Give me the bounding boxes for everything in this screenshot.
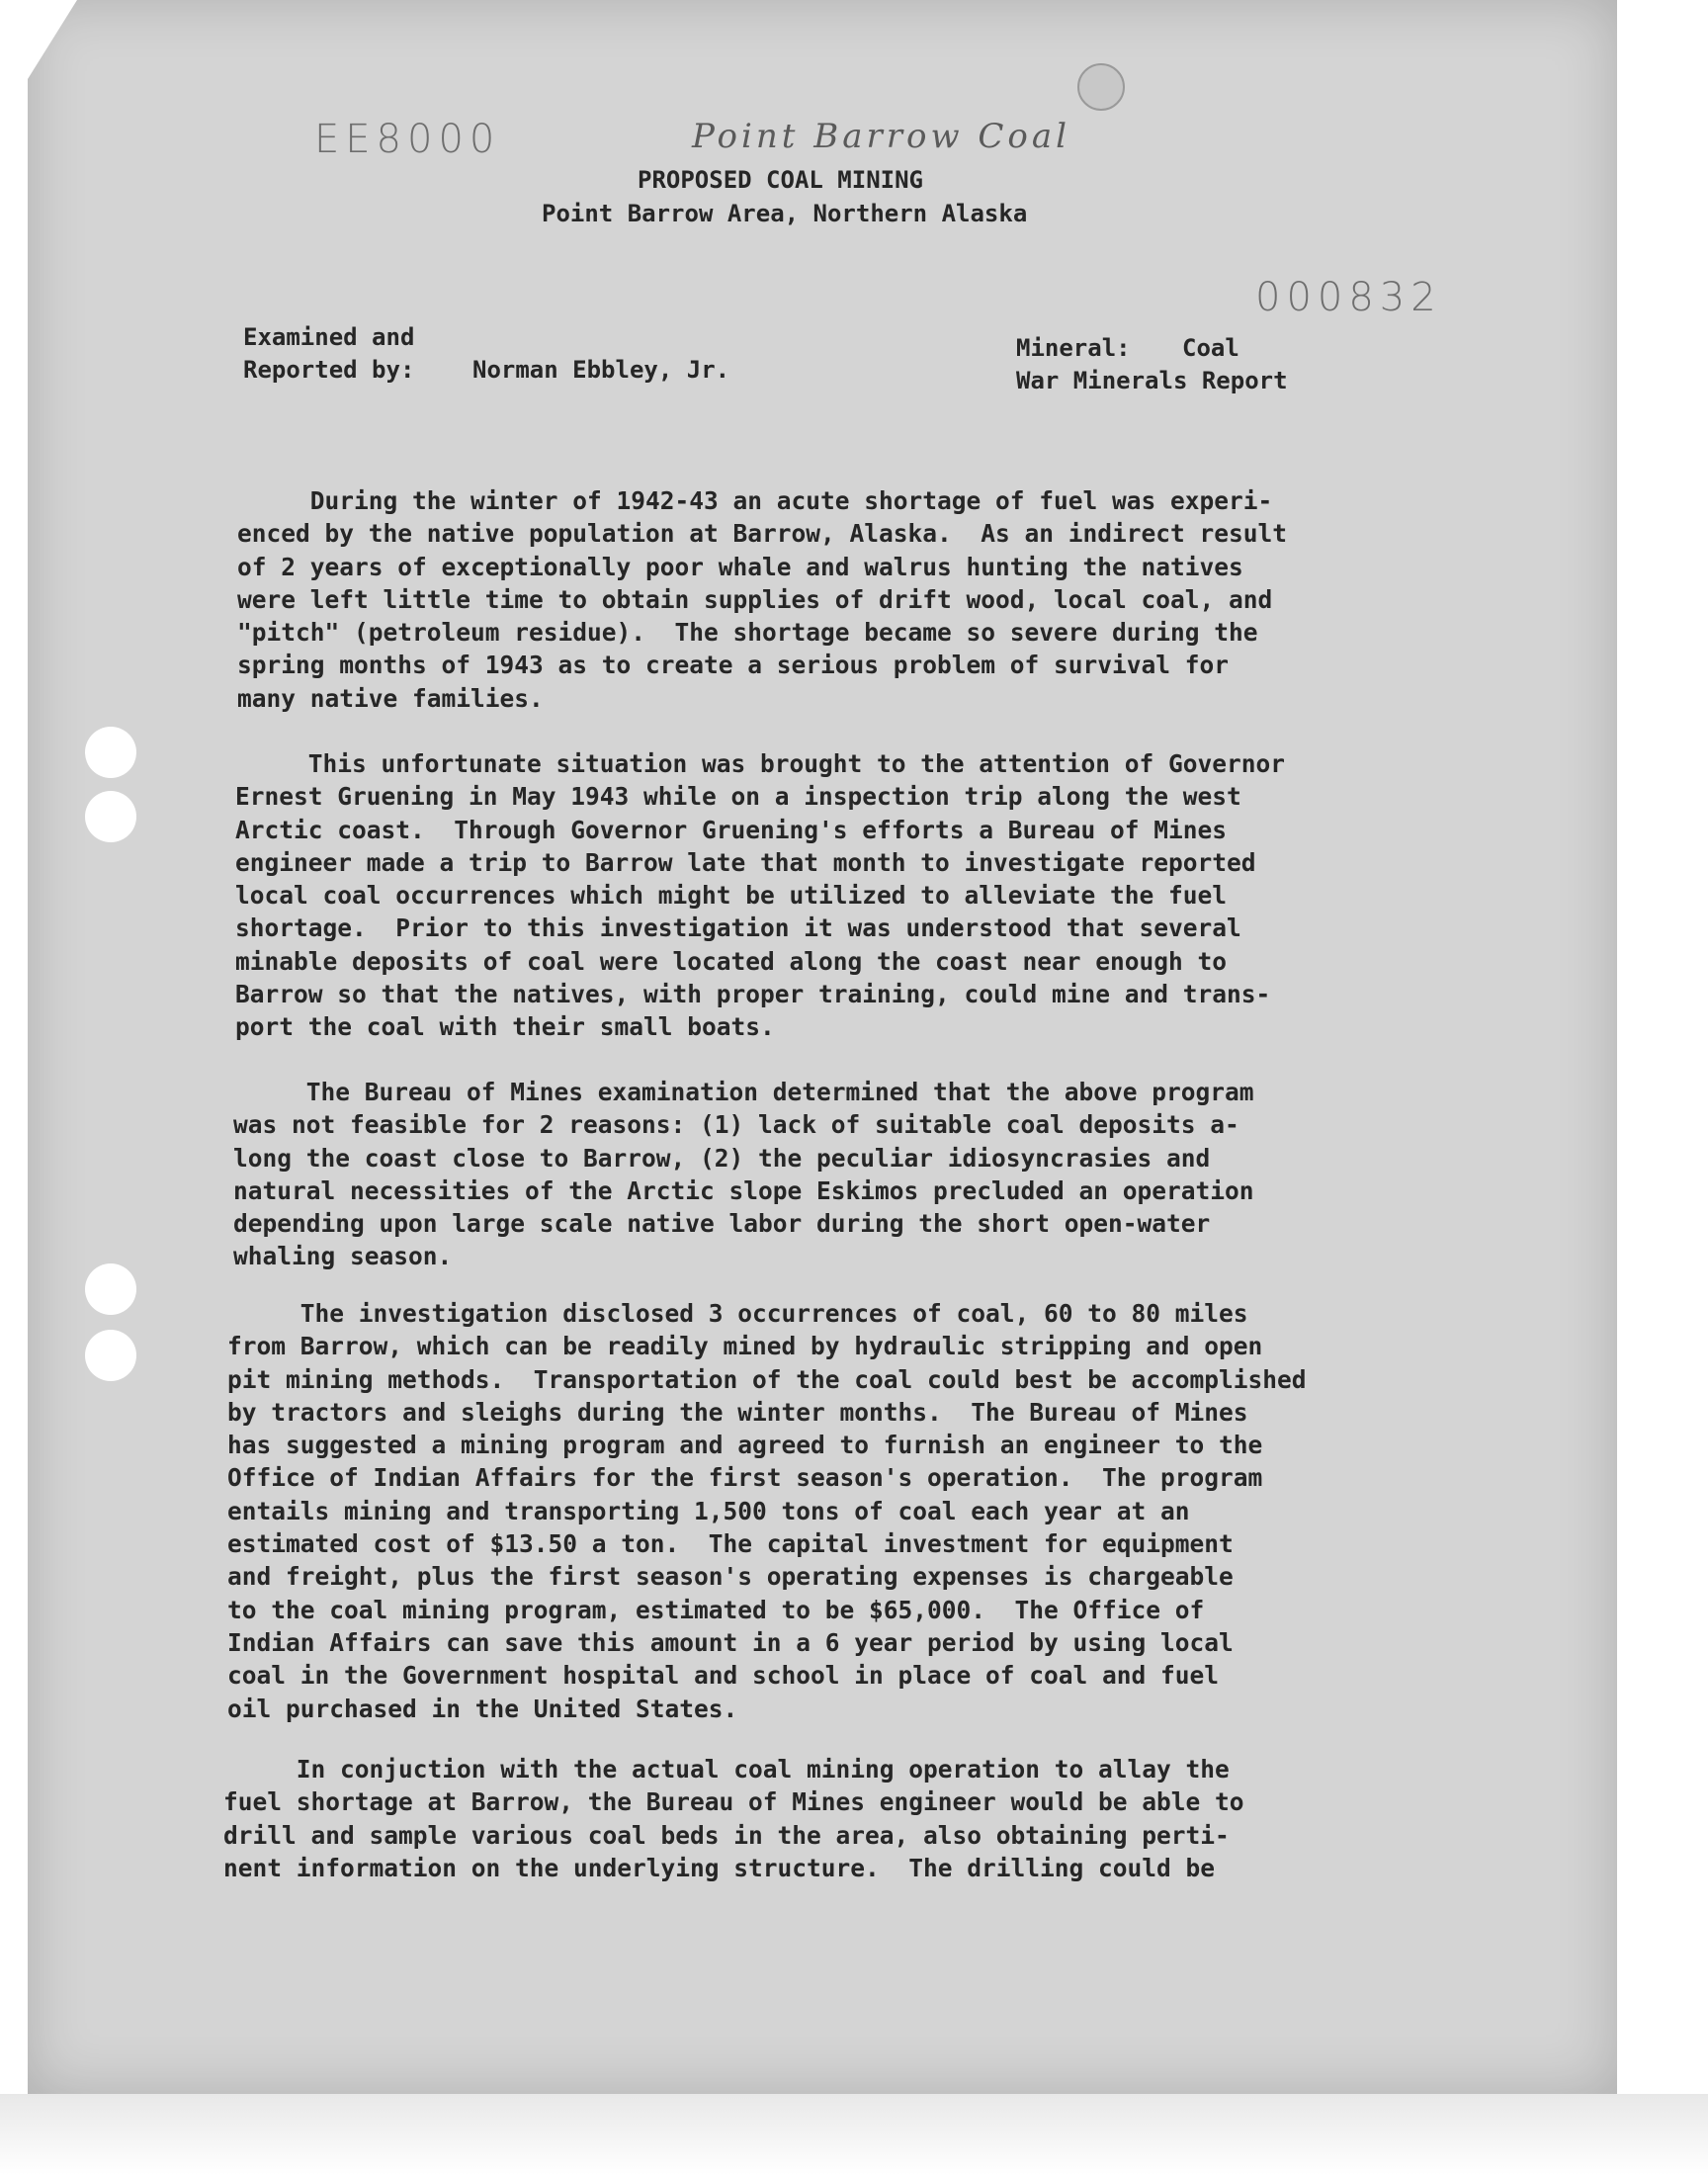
document-subtitle: Point Barrow Area, Northern Alaska [542,200,1028,227]
text-line: were left little time to obtain supplies of drift wood, local coal, and [237,584,1273,614]
text-line: Barrow so that the natives, with proper training, could mine and trans- [235,980,1271,1009]
text-line: was not feasible for 2 reasons: (1) lack of suitable coal deposits a- [233,1110,1239,1140]
text-line: and freight, plus the first season's operating expenses is chargeable [227,1562,1234,1592]
punch-hole [85,791,136,842]
paragraph-2 [235,747,1285,1044]
text-line: In conjuction with the actual coal mining operation to allay the [223,1755,1230,1784]
text-line: pit mining methods. Transportation of the coal could best be accomplished [227,1364,1307,1394]
document-title: PROPOSED COAL MINING [638,166,923,194]
folded-corner [28,0,77,79]
text-line: natural necessities of the Arctic slope Eskimos precluded an operation [233,1175,1254,1205]
text-line: engineer made a trip to Barrow late that month to investigate reported [235,847,1256,877]
text-line: enced by the native population at Barrow, Alaska. As an indirect result [237,519,1288,549]
text-line: spring months of 1943 as to create a serious problem of survival for [237,651,1230,680]
page-stamp-number: 000832 [1255,275,1442,320]
text-line: has suggested a mining program and agreed to furnish an engineer to the [227,1431,1263,1460]
handwritten-title: Point Barrow Coal [692,117,1070,156]
text-line: to the coal mining program, estimated to be $65,000. The Office of [227,1595,1205,1624]
document-stamp-number: EE8000 [314,117,501,162]
punch-hole-top [1077,63,1125,111]
reporter-name: Norman Ebbley, Jr. [472,356,730,384]
reported-by-label: Reported by: [243,356,415,384]
text-line: long the coast close to Barrow, (2) the peculiar idiosyncrasies and [233,1143,1211,1173]
punch-hole [85,1330,136,1381]
punch-hole [85,1263,136,1315]
text-line: The investigation disclosed 3 occurrences of coal, 60 to 80 miles [227,1299,1248,1328]
paragraph-5 [223,1753,1244,1884]
paragraph-3 [233,1076,1254,1273]
text-line: drill and sample various coal beds in the area, also obtaining perti- [223,1820,1230,1850]
text-line: Office of Indian Affairs for the first season's operation. The program [227,1463,1263,1493]
text-line: by tractors and sleighs during the winter months. The Bureau of Mines [227,1397,1248,1427]
text-line: of 2 years of exceptionally poor whale and walrus hunting the natives [237,552,1243,581]
paragraph-4 [227,1297,1307,1725]
text-line: local coal occurrences which might be utilized to alleviate the fuel [235,881,1228,911]
paragraph-1 [237,484,1287,715]
text-line: from Barrow, which can be readily mined by hydraulic stripping and open [227,1332,1263,1361]
text-line: entails mining and transporting 1,500 tons of coal each year at an [227,1496,1190,1525]
text-line: Indian Affairs can save this amount in a 6 year period by using local [227,1627,1234,1657]
text-line: nent information on the underlying structure. The drilling could be [223,1853,1216,1882]
text-line: many native families. [237,683,544,713]
scan-bottom-margin [0,2094,1708,2175]
text-line: minable deposits of coal were located along the coast near enough to [235,946,1228,976]
text-line: whaling season. [233,1242,453,1271]
mineral-label: Mineral: [1016,334,1131,362]
text-line: "pitch" (petroleum residue). The shortage became so severe during the [237,618,1258,648]
text-line: Ernest Gruening in May 1943 while on a inspection trip along the west [235,782,1241,812]
mineral-value: Coal [1182,334,1239,362]
text-line: estimated cost of $13.50 a ton. The capital investment for equipment [227,1529,1234,1559]
text-line: port the coal with their small boats. [235,1012,775,1042]
text-line: During the winter of 1942-43 an acute shortage of fuel was experi- [237,486,1273,515]
text-line: This unfortunate situation was brought to the attention of Governor [235,749,1286,778]
text-line: The Bureau of Mines examination determined that the above program [233,1078,1254,1106]
text-line: shortage. Prior to this investigation it was understood that several [235,914,1241,943]
text-line: coal in the Government hospital and school in place of coal and fuel [227,1661,1220,1691]
report-type: War Minerals Report [1016,367,1288,394]
text-line: oil purchased in the United States. [227,1694,738,1723]
examined-label: Examined and [243,323,415,351]
punch-hole [85,727,136,778]
text-line: fuel shortage at Barrow, the Bureau of Mines engineer would be able to [223,1787,1244,1817]
text-line: depending upon large scale native labor during the short open-water [233,1209,1211,1239]
text-line: Arctic coast. Through Governor Gruening's efforts a Bureau of Mines [235,815,1228,844]
